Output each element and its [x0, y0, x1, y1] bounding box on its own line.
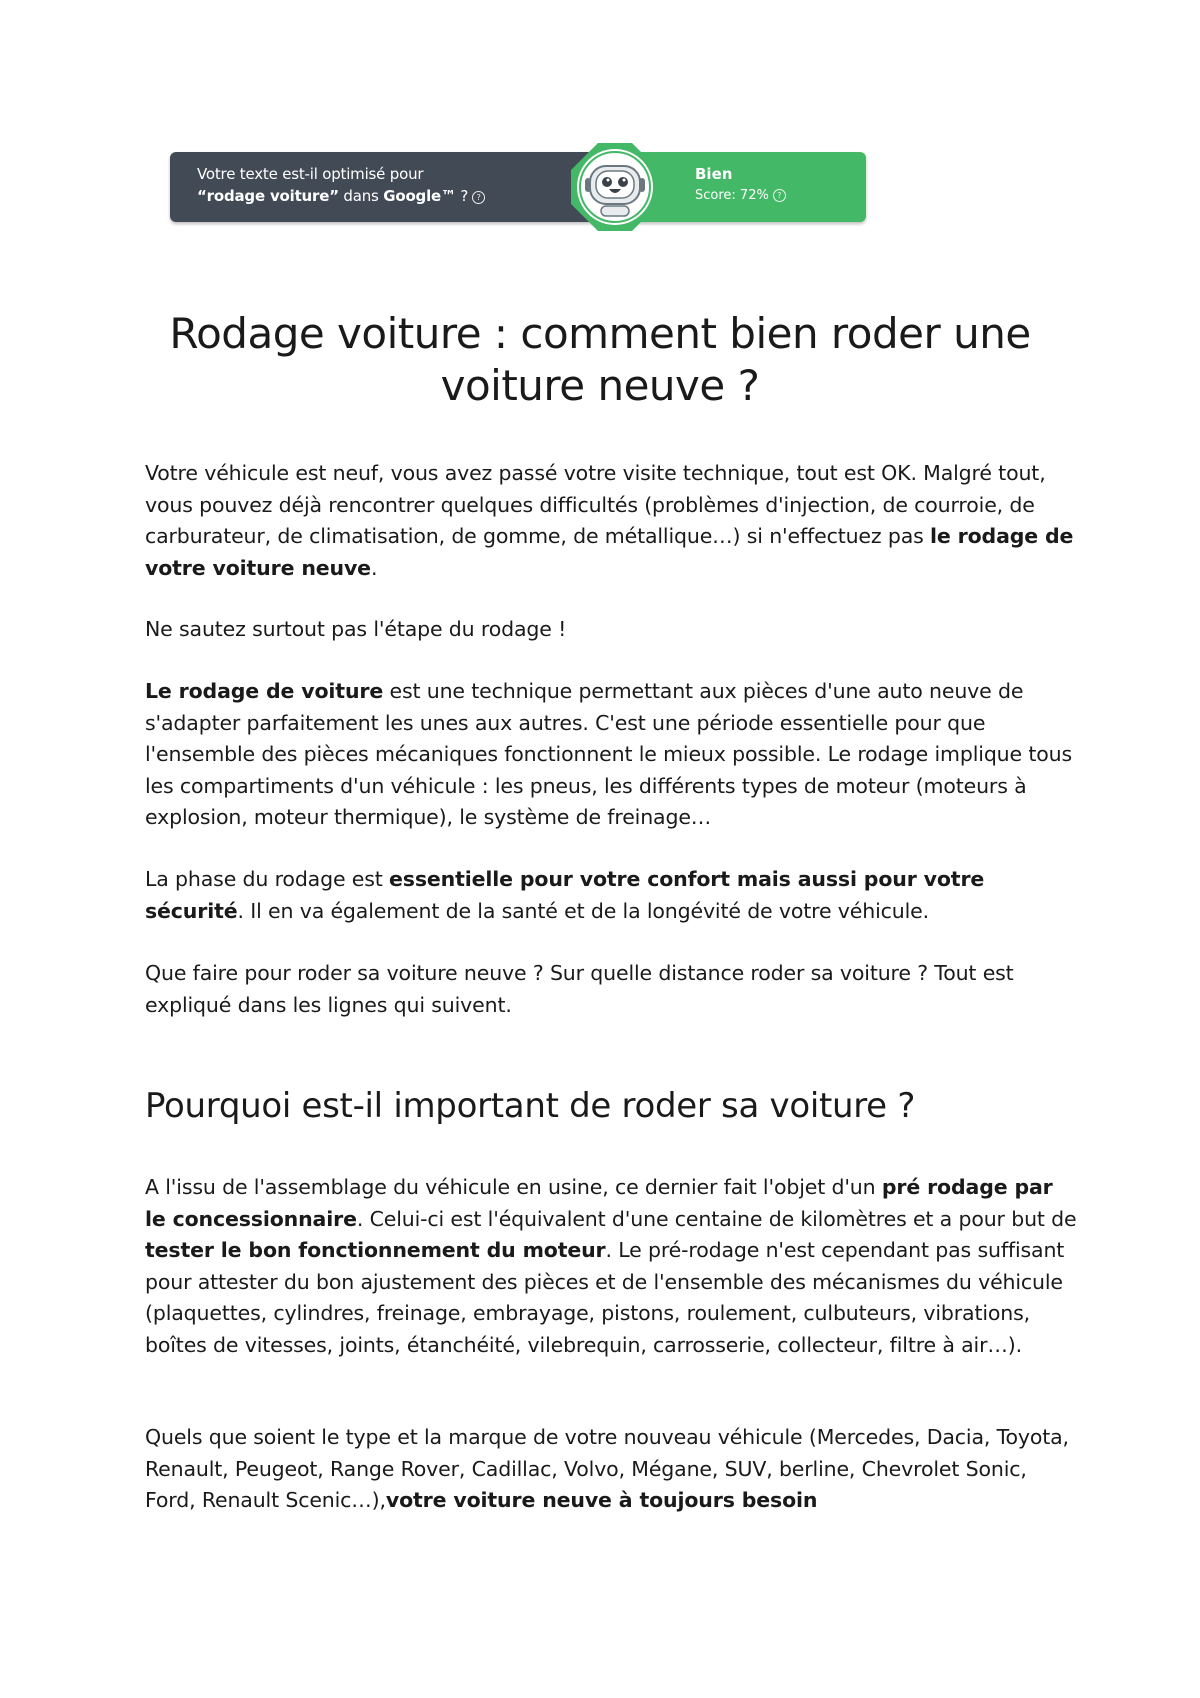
seo-score: Score: 72% ? — [695, 188, 786, 203]
seo-keyword: “rodage voiture” — [197, 187, 339, 205]
help-icon[interactable]: ? — [472, 191, 485, 204]
seo-status: Bien — [695, 165, 733, 183]
intro-paragraph-2: Ne sautez surtout pas l'étape du rodage ! — [145, 617, 567, 641]
article-title: Rodage voiture : comment bien roder une voiture neuve ? — [169, 309, 1031, 410]
intro-paragraph-4: La phase du rodage est essentielle pour votre confort mais aussi pour votre sécurité. Il en va également de la santé et de la longévité de votre véhicule. — [145, 867, 985, 923]
section-heading: Pourquoi est-il important de roder sa voiture ? — [145, 1086, 916, 1126]
robot-mascot-icon — [568, 140, 662, 234]
intro-paragraph-1: Votre véhicule est neuf, vous avez passé votre visite technique, tout est OK. Malgré tout, vous pouvez déjà rencontrer quelques difficultés (problèmes d'injection, de courroie, de carburateur, de climatisation, de gomme, de métallique…) si n'effectuez pas le rodage de votre voiture neuve. — [145, 461, 1074, 580]
section-paragraph-2: Quels que soient le type et la marque de votre nouveau véhicule (Mercedes, Dacia, Toyota, Renault, Peugeot, Range Rover, Cadillac, Volvo, Mégane, SUV, berline, Chevrolet Sonic, Ford, Renault Scenic…),votre voiture neuve à toujours besoin — [145, 1425, 1069, 1512]
seo-question-line2: “rodage voiture” dans Google™ ? ? — [197, 187, 485, 205]
seo-question-panel — [170, 152, 590, 222]
seo-score-banner — [170, 152, 866, 222]
intro-paragraph-5: Que faire pour roder sa voiture neuve ? Sur quelle distance roder sa voiture ? Tout est expliqué dans les lignes qui suivent. — [145, 961, 1014, 1017]
section-paragraph-1: A l'issu de l'assemblage du véhicule en usine, ce dernier fait l'objet d'un pré rodage par le concessionnaire. Celui-ci est l'équivalent d'une centaine de kilomètres et a pour but de tester le bon fonctionnement du moteur. Le pré-rodage n'est cependant pas suffisant pour attester du bon ajustement des pièces et de l'ensemble des mécanismes du véhicule (plaquettes, cylindres, freinage, embrayage, pistons, roulement, culbuteurs, vibrations, boîtes de vitesses, joints, étanchéité, vilebrequin, carrosserie, collecteur, filtre à air…). — [145, 1175, 1077, 1357]
seo-question-line1: Votre texte est-il optimisé pour — [197, 165, 424, 183]
intro-paragraph-3: Le rodage de voiture est une technique permettant aux pièces d'une auto neuve de s'adapter parfaitement les unes aux autres. C'est une période essentielle pour que l'ensemble des pièces mécaniques fonctionnent le mieux possible. Le rodage implique tous les compartiments d'un véhicule : les pneus, les différents types de moteur (moteurs à explosion, moteur thermique), le système de freinage… — [145, 679, 1073, 829]
help-icon[interactable]: ? — [773, 189, 786, 202]
seo-engine: Google™ — [383, 187, 456, 205]
